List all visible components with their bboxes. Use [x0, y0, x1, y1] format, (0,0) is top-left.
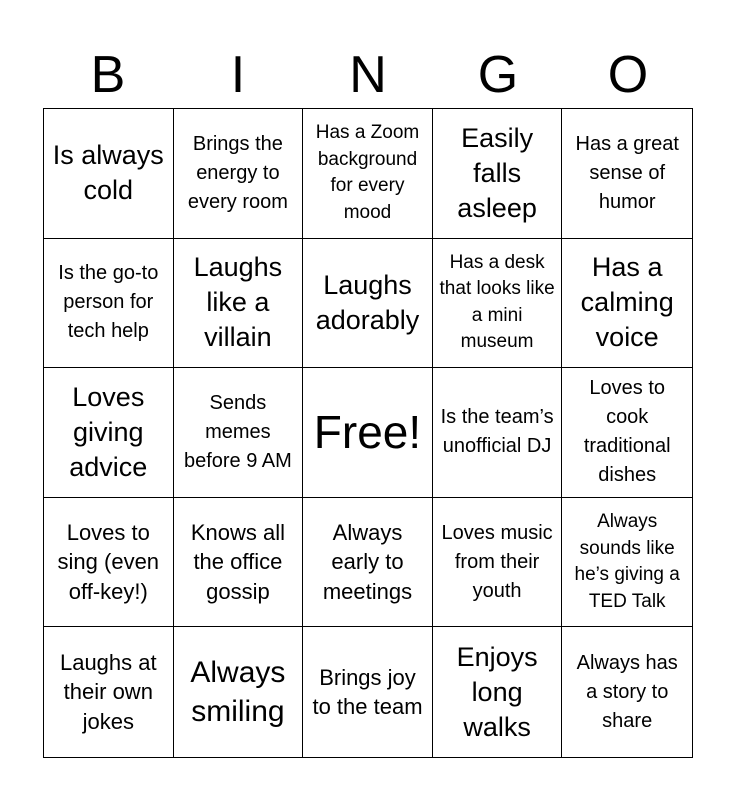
- bingo-cell-g3[interactable]: [433, 368, 563, 498]
- bingo-cell-free[interactable]: [303, 368, 433, 498]
- bingo-cell-b2[interactable]: [44, 239, 174, 369]
- bingo-cell-label: Has a Zoom background for every mood: [315, 122, 420, 223]
- bingo-cell-b5[interactable]: [44, 627, 174, 757]
- header-letter-o: O: [607, 46, 649, 104]
- bingo-cell-g5[interactable]: [433, 627, 563, 757]
- bingo-cell-o4[interactable]: [562, 498, 692, 628]
- header-letter-n: N: [349, 46, 387, 104]
- bingo-cell-i2[interactable]: [174, 239, 304, 369]
- bingo-header: [43, 40, 693, 110]
- bingo-cell-label: Brings joy to the team: [312, 664, 423, 720]
- bingo-cell-o1[interactable]: [562, 109, 692, 239]
- bingo-cell-label: Enjoys long walks: [456, 641, 538, 742]
- bingo-cell-label: Always early to meetings: [322, 519, 413, 604]
- bingo-cell-label: Easily falls asleep: [457, 122, 537, 223]
- bingo-cell-n2[interactable]: [303, 239, 433, 369]
- header-letter-b: B: [90, 46, 126, 104]
- bingo-cell-label: Knows all the office gossip: [190, 519, 285, 604]
- bingo-cell-o2[interactable]: [562, 239, 692, 369]
- bingo-cell-i5[interactable]: [174, 627, 304, 757]
- bingo-cell-g1[interactable]: [433, 109, 563, 239]
- bingo-cell-g2[interactable]: [433, 239, 563, 369]
- bingo-cell-b4[interactable]: [44, 498, 174, 628]
- bingo-cell-b1[interactable]: [44, 109, 174, 239]
- free-space-label: Free!: [313, 406, 422, 459]
- header-letter-g: G: [477, 46, 519, 104]
- bingo-cell-label: Has a desk that looks like a mini museum: [439, 251, 555, 353]
- bingo-cell-label: Loves to sing (even off-key!): [57, 519, 160, 604]
- bingo-cell-label: Laughs like a villain: [193, 252, 283, 353]
- bingo-cell-i4[interactable]: [174, 498, 304, 628]
- header-letter-i: I: [230, 46, 246, 104]
- bingo-cell-n5[interactable]: [303, 627, 433, 757]
- bingo-cell-o3[interactable]: [562, 368, 692, 498]
- bingo-cell-label: Loves giving advice: [69, 381, 148, 483]
- bingo-board: [43, 108, 693, 758]
- bingo-cell-label: Is the team’s unofficial DJ: [440, 406, 554, 458]
- bingo-cell-i1[interactable]: [174, 109, 304, 239]
- bingo-cell-label: Always smiling: [190, 656, 286, 729]
- bingo-cell-label: Has a great sense of humor: [575, 132, 679, 213]
- bingo-cell-o5[interactable]: [562, 627, 692, 757]
- bingo-cell-label: Always has a story to share: [576, 651, 678, 732]
- bingo-cell-label: Is the go-to person for tech help: [58, 262, 159, 343]
- bingo-cell-i3[interactable]: [174, 368, 304, 498]
- bingo-cell-label: Loves music from their youth: [441, 521, 553, 602]
- bingo-cell-b3[interactable]: [44, 368, 174, 498]
- bingo-cell-g4[interactable]: [433, 498, 563, 628]
- bingo-cell-label: Has a calming voice: [580, 252, 674, 353]
- bingo-cell-n1[interactable]: [303, 109, 433, 239]
- bingo-cell-label: Sends memes before 9 AM: [183, 391, 292, 472]
- bingo-cell-label: Laughs at their own jokes: [59, 649, 157, 735]
- bingo-cell-n4[interactable]: [303, 498, 433, 628]
- bingo-cell-label: Always sounds like he’s giving a TED Talk: [574, 510, 680, 612]
- bingo-cell-label: Laughs adorably: [315, 269, 420, 335]
- bingo-cell-label: Loves to cook traditional dishes: [583, 377, 671, 487]
- bingo-cell-label: Brings the energy to every room: [187, 132, 288, 213]
- bingo-cell-label: Is always cold: [52, 140, 164, 206]
